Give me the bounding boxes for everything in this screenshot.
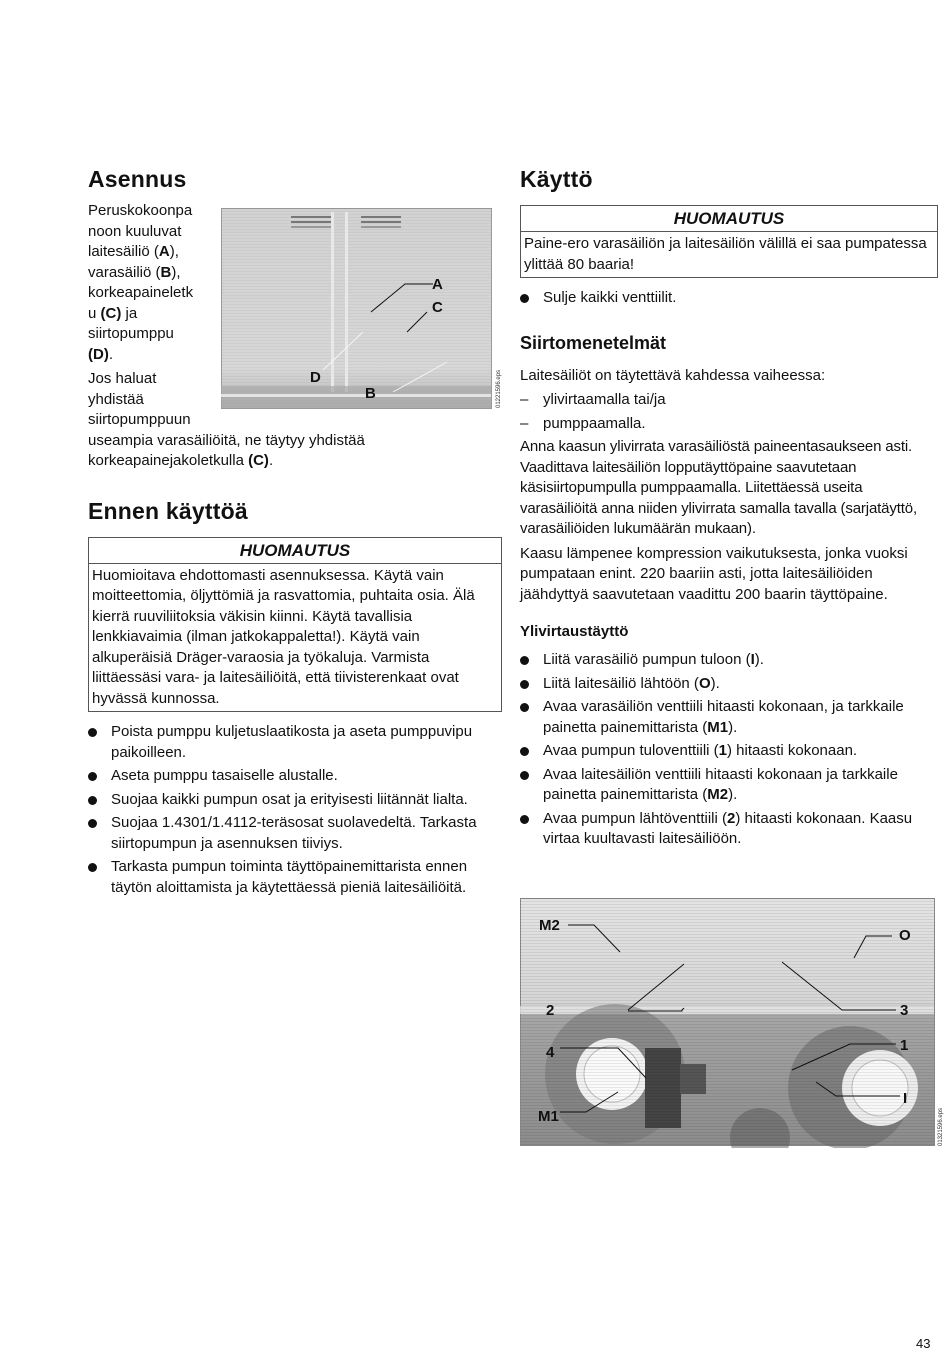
label-b: B (365, 385, 376, 402)
ref-d: (D) (88, 345, 109, 363)
text: ). (728, 718, 738, 736)
siirto-para-2: Anna kaasun ylivirrata varasäiliöstä paineentasaukseen asti. Vaadittava laitesäiliön lopputäyttöpaine saavutetaan käsisiirtopumpulla pumppaamalla. Liitettäessä useita varasäiliöitä anna niiden ylivirrata samalla tavalla (sarjatäyttö, varasäiliöiden lukumäärän mukaan). (520, 438, 917, 537)
text: ) hitaasti kokonaan. (727, 742, 858, 759)
siirto-steps (520, 390, 938, 434)
figure-code: 01221596.eps (496, 369, 502, 408)
text-line: varasäiliö ( (88, 263, 161, 281)
label-m2: M2 (539, 917, 560, 934)
text-line: laitesäiliö ( (88, 243, 159, 260)
label-c: C (432, 299, 443, 316)
figure-code: 01321596.eps (938, 1107, 944, 1146)
label-4: 4 (546, 1044, 555, 1061)
kaytto-list (520, 288, 938, 309)
list-item (520, 809, 938, 850)
text-line: u (88, 304, 101, 322)
warning-heading: HUOMAUTUS (89, 538, 501, 564)
installation-photo (221, 208, 503, 410)
ref-m2: M2 (707, 786, 729, 803)
ref-i: I (750, 651, 755, 668)
text-line: korkeapainejakoletkulla (88, 452, 249, 469)
text: Avaa varasäiliön venttiili hitaasti kokonaan, ja tarkkaile painetta painemittarista ( (543, 698, 904, 736)
list-item: Suojaa 1.4301/1.4112-teräsosat suolavedeltä. Tarkasta siirtopumpun ja asennuksen tiiviys. (88, 813, 502, 854)
page-number: 43 (916, 1336, 931, 1351)
asennus-para-2-end (88, 431, 502, 472)
section-title-siirto: Siirtomenetelmät (520, 332, 667, 353)
section-title-ennen: Ennen käyttöä (88, 497, 248, 524)
asennus-intro (88, 201, 216, 431)
text-line: yhdistää (88, 390, 144, 408)
installation-figure (221, 208, 503, 415)
ref-c: (C) (248, 452, 269, 469)
text-line: Jos haluat (88, 370, 157, 387)
list-item (520, 674, 938, 695)
list-item: – ylivirtaamalla tai/ja (520, 390, 938, 411)
text-line: noon kuuluvat (88, 222, 182, 240)
text-line: ), (169, 243, 179, 260)
list-item (520, 741, 938, 762)
text: ). (754, 651, 764, 668)
ref-m1: M1 (707, 718, 729, 736)
text-line: . (268, 452, 274, 469)
pump-figure (520, 898, 945, 1153)
warning-box-kaytto (520, 205, 938, 278)
text-line: ja (121, 304, 138, 322)
text: Liitä varasäiliö pumpun tuloon ( (543, 651, 751, 668)
siirto-para-3: Kaasu lämpenee kompression vaikutuksesta, jonka vuoksi pumpataan enint. 220 baariin asti, jotta laitesäiliöiden jäähdyttyä saavutetaan vaadittu 200 baarin täyttöpaine. (520, 544, 908, 603)
warning-heading: HUOMAUTUS (521, 206, 937, 232)
text-line: korkeapaineletk (88, 284, 194, 301)
section-title-kaytto: Käyttö (520, 166, 593, 192)
pump-photo (520, 898, 945, 1148)
warning-text: Huomioitava ehdottomasti asennuksessa. Käytä vain moitteettomia, öljyttömiä ja rasvattomia, puhtaita osia. Älä kierrä ruuviliitoksia väkisin kiinni. Käytä tavallisia lenkkiavaimia (ilman jatkokappaletta!). Käytä vain alkuperäisiä Dräger-varaosia ja työkaluja. Varmista liittäessäsi vara- ja laitesäiliöitä, että tiivisterenkaat ovat hyvässä kunnossa. (92, 566, 475, 707)
text: ). (710, 674, 720, 692)
text-line: siirtopumppu (88, 325, 174, 342)
ref-a: A (158, 243, 170, 260)
label-d: D (310, 369, 321, 386)
section-title-ylivirtaus: Ylivirtaustäyttö (520, 623, 629, 640)
list-item (520, 697, 938, 738)
ylivirtaus-list (520, 650, 938, 850)
list-item (520, 650, 938, 671)
label-i: I (903, 1090, 908, 1107)
label-2: 2 (546, 1002, 555, 1019)
siirto-intro: Laitesäiliöt on täytettävä kahdessa vaiheessa: (520, 366, 826, 384)
right-column (520, 166, 938, 853)
ennen-list (88, 722, 502, 898)
warning-box-ennen (88, 537, 502, 713)
ref-o: O (698, 674, 711, 692)
text: Liitä laitesäiliö lähtöön ( (543, 674, 699, 692)
text-line: . (108, 345, 113, 363)
ref-b: B (160, 263, 172, 281)
text-line: ), (171, 263, 181, 281)
label-m1: M1 (538, 1108, 559, 1125)
label-3: 3 (900, 1002, 909, 1019)
label-a: A (432, 276, 443, 293)
list-item: Sulje kaikki venttiilit. (520, 288, 938, 309)
list-item: Poista pumppu kuljetuslaatikosta ja aseta pumppuvipu paikoilleen. (88, 722, 502, 763)
text: Avaa laitesäiliön venttiili hitaasti kokonaan ja tarkkaile painetta painemittarista ( (543, 765, 898, 803)
ref-c: (C) (100, 304, 122, 322)
text: Avaa pumpun tuloventtiili ( (543, 742, 719, 759)
text-line: Peruskokoonpa (88, 202, 193, 219)
section-title-asennus: Asennus (88, 166, 187, 192)
label-o: O (899, 927, 911, 944)
list-item: – pumppaamalla. (520, 414, 938, 435)
ref-1: 1 (718, 742, 728, 759)
list-item: Aseta pumppu tasaiselle alustalle. (88, 766, 502, 787)
text: Avaa pumpun lähtöventtiili ( (543, 809, 727, 827)
list-item: Suojaa kaikki pumpun osat ja erityisesti liitännät lialta. (88, 790, 502, 811)
ref-2: 2 (727, 809, 736, 827)
list-item (520, 765, 938, 806)
label-1: 1 (900, 1037, 909, 1054)
text-line: useampia varasäiliöitä, ne täytyy yhdistää (88, 431, 365, 449)
text: ) hitaasti kokonaan. Kaasu virtaa kuultavasti laitesäiliöön. (543, 809, 913, 847)
list-item: Tarkasta pumpun toiminta täyttöpainemittarista ennen täytön aloittamista ja käytettäessä pieniä laitesäiliöitä. (88, 857, 502, 898)
text: ). (728, 786, 738, 803)
warning-text: Paine-ero varasäiliön ja laitesäiliön välillä ei saa pumpatessa ylittää 80 baaria! (524, 235, 927, 273)
text-line: siirtopumppuun (88, 411, 191, 428)
